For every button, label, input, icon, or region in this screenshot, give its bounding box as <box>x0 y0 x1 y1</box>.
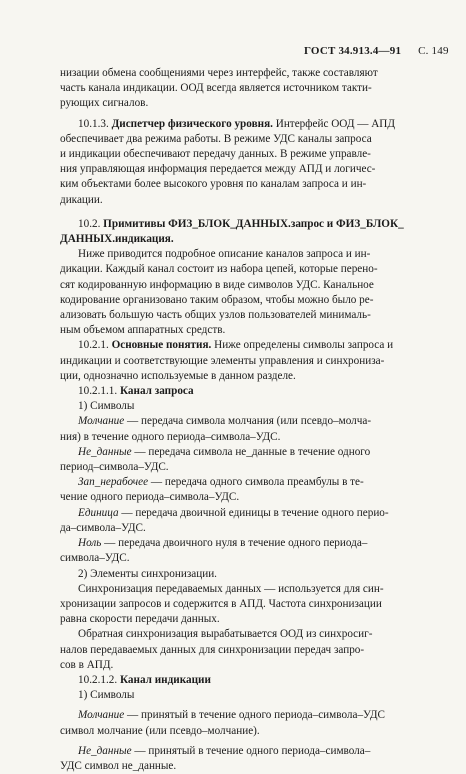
text-line: обеспечивает два режима работы. В режиме УДС каналы запроса <box>60 132 372 145</box>
section-heading-cont: ДАННЫХ.индикация. <box>60 233 174 246</box>
section-number: 10.2.1.1. <box>78 385 118 398</box>
text-line: ализовать большую часть общих узлов пользователей минималь- <box>60 309 371 322</box>
text-line: равна скорости передачи данных. <box>60 613 220 626</box>
definition-line <box>60 708 432 723</box>
section-number: 10.2.1.2. <box>78 673 118 686</box>
definition-line <box>60 475 432 490</box>
text-line: ким объектами более высокого уровня по каналам запроса и ин- <box>60 178 367 191</box>
section-10-2 <box>60 217 432 232</box>
text-line: дикации. <box>60 193 103 206</box>
section-10-1-3 <box>60 117 432 132</box>
text-line: период–символа–УДС. <box>60 461 169 474</box>
text-span: Интерфейс ООД — АПД <box>272 117 396 130</box>
section-number: 10.2. <box>78 217 101 230</box>
text-line: символа–УДС. <box>60 552 130 565</box>
text-line: чение одного периода–символа–УДС. <box>60 491 240 504</box>
text-line: рующих сигналов. <box>60 97 149 110</box>
text-span: — передача двоичной единицы в течение одного перио- <box>118 506 389 519</box>
text-line: УДС символ не_данные. <box>60 759 177 772</box>
section-heading: Диспетчер физического уровня. <box>111 117 273 130</box>
text-line: налов передаваемых данных для синхронизации передач запро- <box>60 643 365 656</box>
text-line: кодирование организовано таким образом, чтобы можно было ре- <box>60 293 374 306</box>
text-line: сят кодированную информацию в виде символов УДС. Канальное <box>60 278 374 291</box>
text-span: Ниже определены символы запроса и <box>211 339 394 352</box>
definition-line <box>60 414 432 429</box>
text-span: — принятый в течение одного периода–символа– <box>131 744 371 757</box>
term: Молчание <box>78 415 125 428</box>
text-line: 1) Символы <box>78 400 135 413</box>
section-10-2-1 <box>60 338 432 353</box>
text-line: Обратная синхронизация вырабатывается ООД из синхросиг- <box>78 628 373 641</box>
section-heading: Канал запроса <box>119 385 194 398</box>
document-body <box>60 66 432 774</box>
text-line: Ниже приводится подробное описание каналов запроса и ин- <box>78 248 371 261</box>
page-number: С. 149 <box>418 45 449 57</box>
standard-number: ГОСТ 34.913.4—91 <box>304 45 402 57</box>
text-line: дикации. Каждый канал состоит из набора цепей, которые перено- <box>60 263 378 276</box>
text-span: — принятый в течение одного периода–символа–УДС <box>124 709 385 722</box>
section-number: 10.1.3. <box>78 117 109 130</box>
term: Единица <box>78 506 119 519</box>
term: Зап_нерабочее <box>78 476 149 489</box>
text-span: — передача двоичного нуля в течение одного периода– <box>101 537 368 550</box>
definition-line <box>60 536 432 551</box>
text-span: — передача символа не_данные в течение одного <box>131 445 371 458</box>
section-heading: Канал индикации <box>119 673 211 686</box>
text-line: и индикации обеспечивают передачу данных. В режиме управле- <box>60 148 371 161</box>
text-line: да–символа–УДС. <box>60 521 146 534</box>
text-line: Синхронизация передаваемых данных — используется для син- <box>78 582 384 595</box>
term: Не_данные <box>78 744 132 757</box>
section-number: 10.2.1. <box>78 339 109 352</box>
text-span: — передача символа молчания (или псевдо–молча- <box>124 415 372 428</box>
term: Ноль <box>78 537 102 550</box>
text-line: ции, однозначно используемые в данном разделе. <box>60 369 296 382</box>
section-heading: Основные понятия. <box>111 339 212 352</box>
definition-line <box>60 506 432 521</box>
text-line: ния управляющая информация передается между АПД и логичес- <box>60 163 376 176</box>
text-line: хронизации запросов и содержится в АПД. Частота синхронизации <box>60 597 382 610</box>
text-line: ния) в течение одного периода–символа–УДС. <box>60 430 281 443</box>
definition-line <box>60 744 432 759</box>
term: Молчание <box>78 709 125 722</box>
text-line: ным объемом аппаратных средств. <box>60 324 226 337</box>
running-header <box>304 45 449 57</box>
section-10-2-1-2 <box>60 673 432 688</box>
text-line: низации обмена сообщениями через интерфейс, также составляют <box>60 67 378 79</box>
text-span: — передача одного символа преамбулы в те- <box>148 476 364 489</box>
term: Не_данные <box>78 445 132 458</box>
text-line: 2) Элементы синхронизации. <box>78 567 217 580</box>
definition-line <box>60 445 432 460</box>
text-line: индикации и соответствующие элементы управления и синхрониза- <box>60 354 385 367</box>
text-line: часть канала индикации. ООД всегда является источником такти- <box>60 82 372 95</box>
text-line: сов в АПД. <box>60 658 114 671</box>
section-10-2-1-1 <box>60 384 432 399</box>
text-line: символ молчание (или псевдо–молчание). <box>60 724 260 737</box>
section-heading: Примитивы ФИЗ_БЛОК_ДАННЫХ.запрос и ФИЗ_БЛОК_ <box>103 217 404 230</box>
text-line: 1) Символы <box>78 689 135 702</box>
